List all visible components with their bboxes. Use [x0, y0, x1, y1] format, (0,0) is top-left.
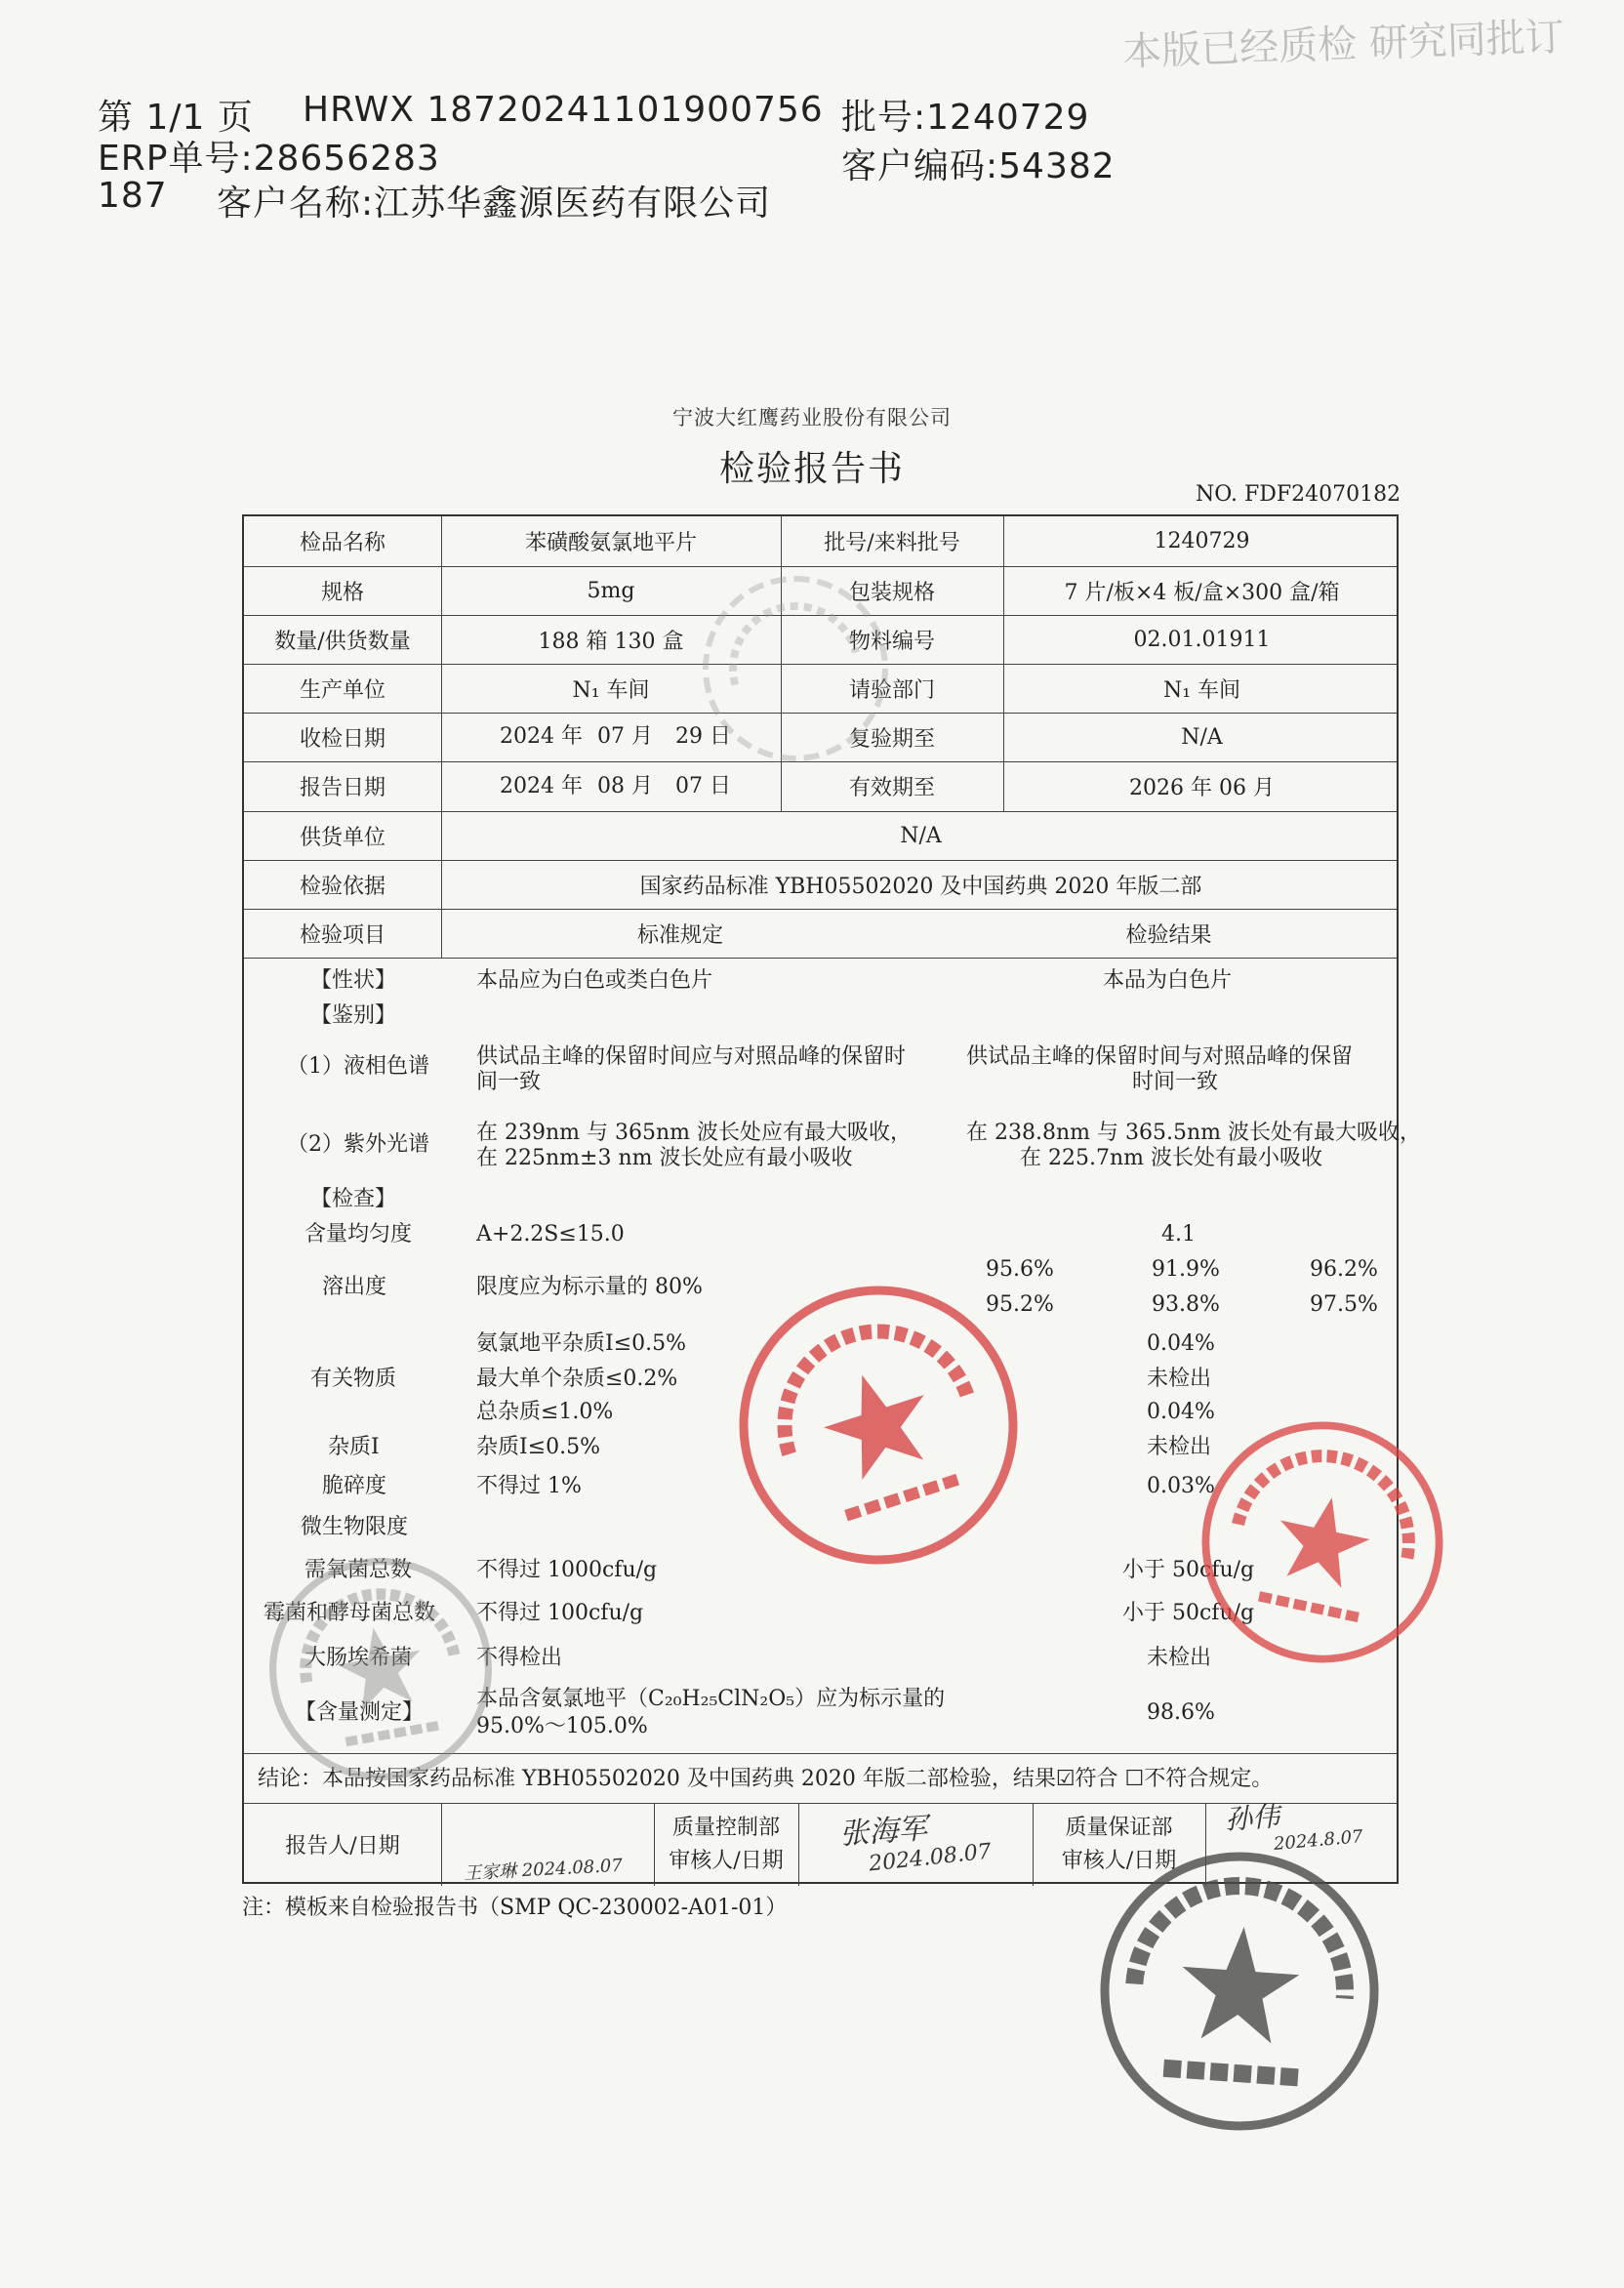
dissolution-label: 溶出度 — [322, 1275, 387, 1299]
related-standard-1: 氨氯地平杂质Ⅰ≤0.5% — [476, 1331, 687, 1356]
receive-date-day: 29 日 — [675, 724, 731, 749]
report-number: NO. FDF24070182 — [1196, 482, 1401, 507]
assay-label: 【含量测定】 — [295, 1700, 425, 1725]
receive-date-year: 2024 年 — [500, 724, 583, 749]
aerobic-count-label: 需氧菌总数 — [304, 1558, 413, 1582]
qc-signature-date: 2024.08.07 — [868, 1839, 993, 1877]
hrwx-number: HRWX 18720241101900756 — [303, 90, 824, 130]
dissolution-value-3: 96.2% — [1310, 1257, 1378, 1282]
report-date-label: 报告日期 — [299, 776, 386, 800]
uv-result-line1: 在 238.8nm 与 365.5nm 波长处有最大吸收， — [966, 1121, 1421, 1145]
production-unit-label: 生产单位 — [299, 677, 386, 703]
batch-label: 批号/来料批号 — [824, 531, 960, 555]
appearance-standard: 本品应为白色或类白色片 — [476, 968, 713, 993]
qa-reviewer-label: 审核人/日期 — [1061, 1849, 1177, 1873]
assay-result: 98.6% — [1147, 1700, 1215, 1725]
quantity-value: 188 箱 130 盒 — [538, 629, 684, 654]
qa-signature-date: 2024.8.07 — [1273, 1826, 1364, 1855]
qc-signature: 张海军 — [838, 1811, 929, 1853]
friability-result: 0.03% — [1147, 1474, 1215, 1498]
dissolution-standard: 限度应为标示量的 80% — [476, 1275, 703, 1299]
hplc-standard-line2: 间一致 — [476, 1070, 542, 1094]
spec-label: 规格 — [320, 580, 364, 605]
impurity-result: 未检出 — [1147, 1435, 1212, 1459]
production-unit-value: N₁ 车间 — [572, 677, 650, 703]
related-standard-3: 总杂质≤1.0% — [476, 1400, 614, 1424]
related-standard-2: 最大单个杂质≤0.2% — [476, 1367, 678, 1391]
batch-value: 1240729 — [1154, 529, 1250, 553]
uniformity-label: 含量均匀度 — [304, 1222, 413, 1246]
dissolution-value-2: 91.9% — [1152, 1257, 1220, 1282]
uv-standard-line2: 在 225nm±3 nm 波长处应有最小吸收 — [476, 1146, 853, 1170]
check-label: 【检查】 — [310, 1187, 397, 1211]
report-date-month: 08 月 — [597, 774, 653, 798]
uv-standard-line1: 在 239nm 与 365nm 波长处应有最大吸收， — [476, 1121, 913, 1145]
mold-yeast-standard: 不得过 100cfu/g — [476, 1601, 644, 1625]
customer-name: 客户名称:江苏华鑫源医药有限公司 — [217, 184, 772, 224]
related-result-2: 未检出 — [1147, 1367, 1212, 1391]
template-footnote: 注：模板来自检验报告书（SMP QC-230002-A01-01） — [242, 1896, 788, 1920]
microbial-limit-label: 微生物限度 — [301, 1515, 409, 1539]
retest-label: 复验期至 — [848, 726, 935, 752]
packaging-label: 包装规格 — [848, 580, 935, 605]
red-seal-quality-inspection-2 — [1172, 1392, 1473, 1693]
aerobic-count-standard: 不得过 1000cfu/g — [476, 1558, 658, 1582]
request-dept-label: 请验部门 — [848, 677, 935, 703]
col-header-standard: 标准规定 — [636, 922, 723, 948]
batch-number-top: 批号:1240729 — [841, 98, 1090, 138]
uniformity-result: 4.1 — [1161, 1222, 1196, 1246]
hplc-result-line1: 供试品主峰的保留时间与对照品峰的保留 — [966, 1044, 1354, 1069]
qa-dept-label: 质量保证部 — [1065, 1816, 1173, 1840]
product-name-value: 苯磺酸氨氯地平片 — [524, 531, 697, 555]
uniformity-standard: A+2.2S≤15.0 — [476, 1222, 625, 1246]
dark-seal-inspection-report — [1083, 1835, 1396, 2147]
page-indicator: 第 1/1 页 — [98, 98, 254, 138]
uv-label: （2）紫外光谱 — [287, 1132, 429, 1157]
corner-handwritten-note: 本版已经质检 研究同批订 — [1121, 15, 1565, 75]
reporter-signature: 王家琳 2024.08.07 — [463, 1855, 624, 1885]
qc-reviewer-label: 审核人/日期 — [669, 1849, 784, 1873]
related-substances-label: 有关物质 — [310, 1367, 397, 1391]
col-header-item: 检验项目 — [299, 922, 386, 948]
reporter-label: 报告人/日期 — [285, 1834, 400, 1859]
packaging-value: 7 片/板×4 板/盒×300 盒/箱 — [1064, 580, 1340, 605]
request-dept-value: N₁ 车间 — [1162, 677, 1241, 703]
appearance-result: 本品为白色片 — [1103, 968, 1233, 993]
hplc-label: （1）液相色谱 — [287, 1054, 429, 1079]
assay-standard-line1: 本品含氨氯地平（C₂₀H₂₅ClN₂O₅）应为标示量的 — [476, 1687, 946, 1711]
grey-seal-supplier-qa — [245, 1533, 516, 1805]
appearance-label: 【性状】 — [310, 968, 397, 993]
identification-label: 【鉴别】 — [310, 1003, 397, 1028]
product-name-label: 检品名称 — [299, 531, 386, 555]
ecoli-label: 大肠埃希菌 — [304, 1646, 413, 1670]
spec-value: 5mg — [587, 578, 635, 603]
col-header-result: 检验结果 — [1125, 922, 1212, 948]
hplc-standard-line1: 供试品主峰的保留时间应与对照品峰的保留时 — [476, 1044, 907, 1069]
related-result-1: 0.04% — [1147, 1331, 1215, 1356]
conclusion: 结论：本品按国家药品标准 YBH05502020 及中国药典 2020 年版二部检验，结果☑符合 ☐不符合规定。 — [258, 1767, 1274, 1791]
assay-standard-line2: 95.0%～105.0% — [476, 1714, 648, 1738]
material-code-value: 02.01.01911 — [1133, 627, 1271, 652]
related-result-3: 0.04% — [1147, 1400, 1215, 1424]
basis-value: 国家药品标准 YBH05502020 及中国药典 2020 年版二部 — [639, 874, 1202, 899]
aerobic-count-result: 小于 50cfu/g — [1122, 1558, 1255, 1582]
report-date-year: 2024 年 — [500, 774, 583, 798]
ecoli-standard: 不得检出 — [476, 1646, 563, 1670]
material-code-label: 物料编号 — [848, 629, 935, 654]
mold-yeast-label: 霉菌和酵母菌总数 — [264, 1601, 436, 1625]
expiry-value: 2026 年 06 月 — [1129, 776, 1275, 800]
friability-label: 脆碎度 — [322, 1474, 387, 1498]
basis-label: 检验依据 — [299, 874, 386, 899]
dissolution-value-1: 95.6% — [986, 1257, 1054, 1282]
qc-dept-label: 质量控制部 — [671, 1816, 780, 1840]
supplier-value: N/A — [900, 823, 942, 848]
dissolution-value-5: 93.8% — [1152, 1292, 1220, 1317]
dissolution-value-4: 95.2% — [986, 1292, 1054, 1317]
expiry-label: 有效期至 — [848, 776, 935, 800]
company-name: 宁波大红鹰药业股份有限公司 — [672, 406, 952, 429]
customer-number: 187 — [98, 176, 168, 216]
report-date-day: 07 日 — [675, 774, 731, 798]
document-title: 检验报告书 — [718, 449, 905, 489]
dissolution-value-6: 97.5% — [1310, 1292, 1378, 1317]
ecoli-result: 未检出 — [1147, 1646, 1212, 1670]
customer-code: 客户编码:54382 — [841, 146, 1116, 186]
friability-standard: 不得过 1% — [476, 1474, 582, 1498]
mold-yeast-result: 小于 50cfu/g — [1122, 1601, 1255, 1625]
receive-date-month: 07 月 — [597, 724, 653, 749]
qa-signature: 孙伟 — [1224, 1800, 1281, 1836]
supplier-label: 供货单位 — [299, 825, 386, 850]
uv-result-line2: 在 225.7nm 波长处有最小吸收 — [1020, 1146, 1322, 1170]
quantity-label: 数量/供货数量 — [274, 629, 411, 654]
impurity-standard: 杂质Ⅰ≤0.5% — [476, 1435, 601, 1459]
erp-number: ERP单号:28656283 — [98, 139, 440, 179]
receive-date-label: 收检日期 — [299, 726, 386, 752]
retest-value: N/A — [1181, 724, 1223, 750]
hplc-result-line2: 时间一致 — [1132, 1070, 1219, 1094]
impurity-label: 杂质Ⅰ — [328, 1435, 380, 1459]
